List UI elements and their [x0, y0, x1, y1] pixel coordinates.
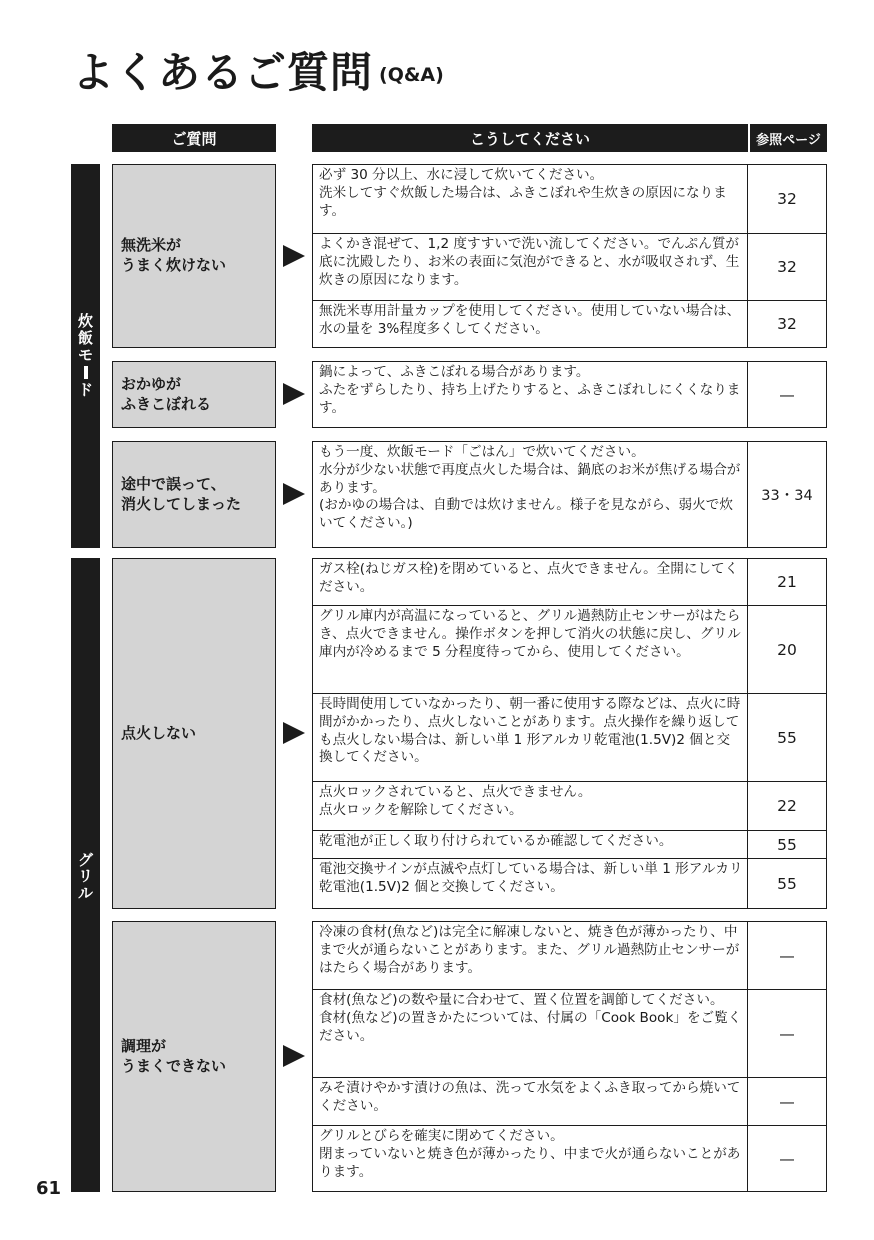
reference-page: 32	[747, 164, 827, 234]
section-char: モ	[77, 345, 93, 364]
header-reference-page: 参照ページ	[750, 124, 827, 152]
reference-page: 55	[747, 693, 827, 782]
answer-text: 食材(魚など)の数や量に合わせて、置く位置を調節してください。 食材(魚など)の置きかたについては、付属の「Cook Book」をご覧ください。	[312, 989, 748, 1078]
section-char: グ	[77, 850, 93, 869]
answer-text: 電池交換サインが点滅や点灯している場合は、新しい単 1 形アルカリ乾電池(1.5V)2 個と交換してください。	[312, 858, 748, 909]
reference-page: 32	[747, 300, 827, 348]
reference-page: —	[747, 361, 827, 428]
answer-text: 点火ロックされていると、点火できません。 点火ロックを解除してください。	[312, 781, 748, 831]
section-label-grill	[71, 558, 100, 1192]
arrow-icon	[283, 722, 305, 744]
arrow-icon	[283, 1045, 305, 1067]
answer-text: 鍋によって、ふきこぼれる場合があります。 ふたをずらしたり、持ち上げたりすると、ふきこぼれしにくくなります。	[312, 361, 748, 428]
page-title	[72, 48, 444, 97]
answer-text: 冷凍の食材(魚など)は完全に解凍しないと、焼き色が薄かったり、中まで火が通らないことがあります。また、グリル過熱防止センサーがはたらく場合があります。	[312, 921, 748, 990]
answer-text: グリルとびらを確実に閉めてください。 閉まっていないと焼き色が薄かったり、中まで火が通らないことがあります。	[312, 1125, 748, 1192]
question-tenka: 点火しない	[112, 558, 276, 909]
answer-text: ガス栓(ねじガス栓)を閉めていると、点火できません。全開にしてください。	[312, 558, 748, 606]
arrow-icon	[283, 245, 305, 267]
question-okayu: おかゆが ふきこぼれる	[112, 361, 276, 428]
header-answer: こうしてください	[312, 124, 748, 152]
question-shouka: 途中で誤って、 消火してしまった	[112, 441, 276, 548]
arrow-icon	[283, 383, 305, 405]
reference-page: 55	[747, 858, 827, 909]
arrow-icon	[283, 483, 305, 505]
section-char: ル	[77, 884, 93, 903]
reference-page: 22	[747, 781, 827, 831]
question-musenmai: 無洗米が うまく炊けない	[112, 164, 276, 348]
section-label-rice-mode	[71, 164, 100, 548]
answer-text: 必ず 30 分以上、水に浸して炊いてください。 洗米してすぐ炊飯した場合は、ふきこぼれや生炊きの原因になります。	[312, 164, 748, 234]
answer-text: グリル庫内が高温になっていると、グリル過熱防止センサーがはたらき、点火できません。操作ボタンを押して消火の状態に戻し、グリル庫内が冷めるまで 5 分程度待ってから、使用してください。	[312, 605, 748, 694]
section-char: 飯	[77, 328, 93, 347]
answer-text: 乾電池が正しく取り付けられているか確認してください。	[312, 830, 748, 859]
page-number: 61	[36, 1178, 62, 1199]
reference-page: —	[747, 1077, 827, 1126]
answer-text: 長時間使用していなかったり、朝一番に使用する際などは、点火に時間がかかったり、点火しないことがあります。点火操作を繰り返しても点火しない場合は、新しい単 1 形アルカリ乾電池(1.5V)2 個と交換してください。	[312, 693, 748, 782]
reference-page: 33・34	[747, 441, 827, 548]
reference-page: —	[747, 989, 827, 1078]
header-question: ご質問	[112, 124, 276, 152]
answer-text: 無洗米専用計量カップを使用してください。使用していない場合は、水の量を 3%程度多くしてください。	[312, 300, 748, 348]
title-sub: (Q&A)	[379, 64, 444, 86]
reference-page: 32	[747, 233, 827, 301]
section-char: リ	[77, 867, 93, 886]
question-chouri: 調理が うまくできない	[112, 921, 276, 1192]
long-vowel-mark	[84, 366, 88, 379]
section-char: 炊	[77, 311, 93, 330]
reference-page: 55	[747, 830, 827, 859]
title-main: よくあるご質問	[72, 48, 374, 97]
reference-page: 21	[747, 558, 827, 606]
reference-page: —	[747, 1125, 827, 1192]
answer-text: もう一度、炊飯モード「ごはん」で炊いてください。 水分が少ない状態で再度点火した場合は、鍋底のお米が焦げる場合があります。 (おかゆの場合は、自動では炊けません。様子を見ながら、弱火で炊いてください。)	[312, 441, 748, 548]
reference-page: 20	[747, 605, 827, 694]
answer-text: みそ漬けやかす漬けの魚は、洗って水気をよくふき取ってから焼いてください。	[312, 1077, 748, 1126]
answer-text: よくかき混ぜて、1,2 度すすいで洗い流してください。でんぷん質が底に沈殿したり、お米の表面に気泡ができると、水が吸収されず、生炊きの原因になります。	[312, 233, 748, 301]
reference-page: —	[747, 921, 827, 990]
section-char: ド	[77, 381, 93, 400]
